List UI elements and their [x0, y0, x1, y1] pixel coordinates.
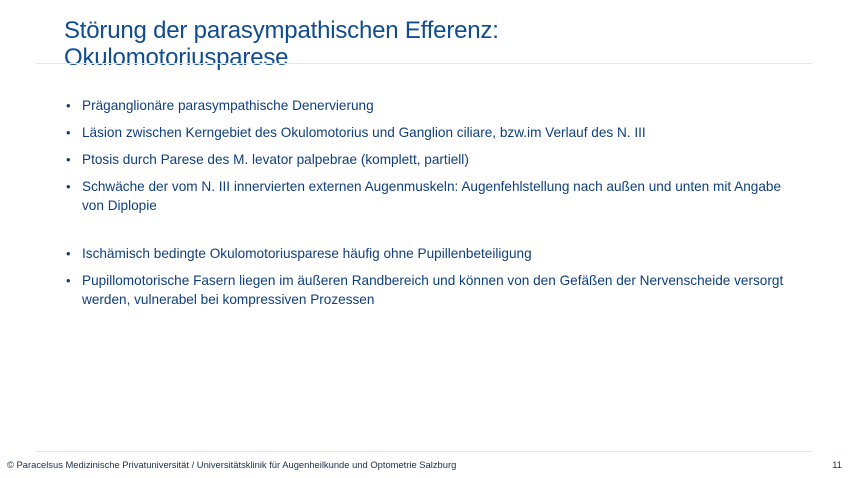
- bullet-dot-icon: •: [66, 98, 71, 113]
- bullet-item: [64, 123, 804, 142]
- footer-copyright: © Paracelsus Medizinische Privatuniversität / Universitätsklinik für Augenheilkunde und Optometrie Salzburg: [7, 459, 457, 470]
- bullet-item: [64, 177, 804, 215]
- bullet-list: [64, 96, 804, 317]
- bullet-text: Präganglionäre parasympathische Denervierung: [82, 98, 374, 113]
- bullet-dot-icon: •: [66, 179, 71, 194]
- bullet-dot-icon: •: [66, 273, 71, 288]
- bullet-text: Ptosis durch Parese des M. levator palpebrae (komplett, partiell): [82, 152, 469, 167]
- bullet-text: Schwäche der vom N. III innervierten externen Augenmuskeln: Augenfehlstellung nach außen und unten mit Angabe von Diplopie: [82, 179, 782, 213]
- bullet-dot-icon: •: [66, 246, 71, 261]
- bullet-item: [64, 96, 804, 115]
- title-divider: [36, 63, 812, 64]
- slide-title-line-1: Störung der parasympathischen Efferenz:: [64, 17, 499, 44]
- footer-divider: [36, 451, 812, 452]
- bullet-dot-icon: •: [66, 152, 71, 167]
- bullet-item: [64, 244, 804, 263]
- bullet-dot-icon: •: [66, 125, 71, 140]
- page-number: 11: [832, 459, 842, 470]
- bullet-item: [64, 271, 804, 309]
- bullet-item: [64, 150, 804, 169]
- bullet-text: Pupillomotorische Fasern liegen im äußeren Randbereich und können von den Gefäßen der Nervenscheide versorgt werden, vulnerabel bei kompressiven Prozessen: [82, 273, 784, 307]
- bullet-text: Läsion zwischen Kerngebiet des Okulomotorius und Ganglion ciliare, bzw.im Verlauf des N. III: [82, 125, 646, 140]
- slide-title-line-2: Okulomotoriusparese: [64, 44, 289, 71]
- bullet-text: Ischämisch bedingte Okulomotoriusparese häufig ohne Pupillenbeteiligung: [82, 246, 532, 261]
